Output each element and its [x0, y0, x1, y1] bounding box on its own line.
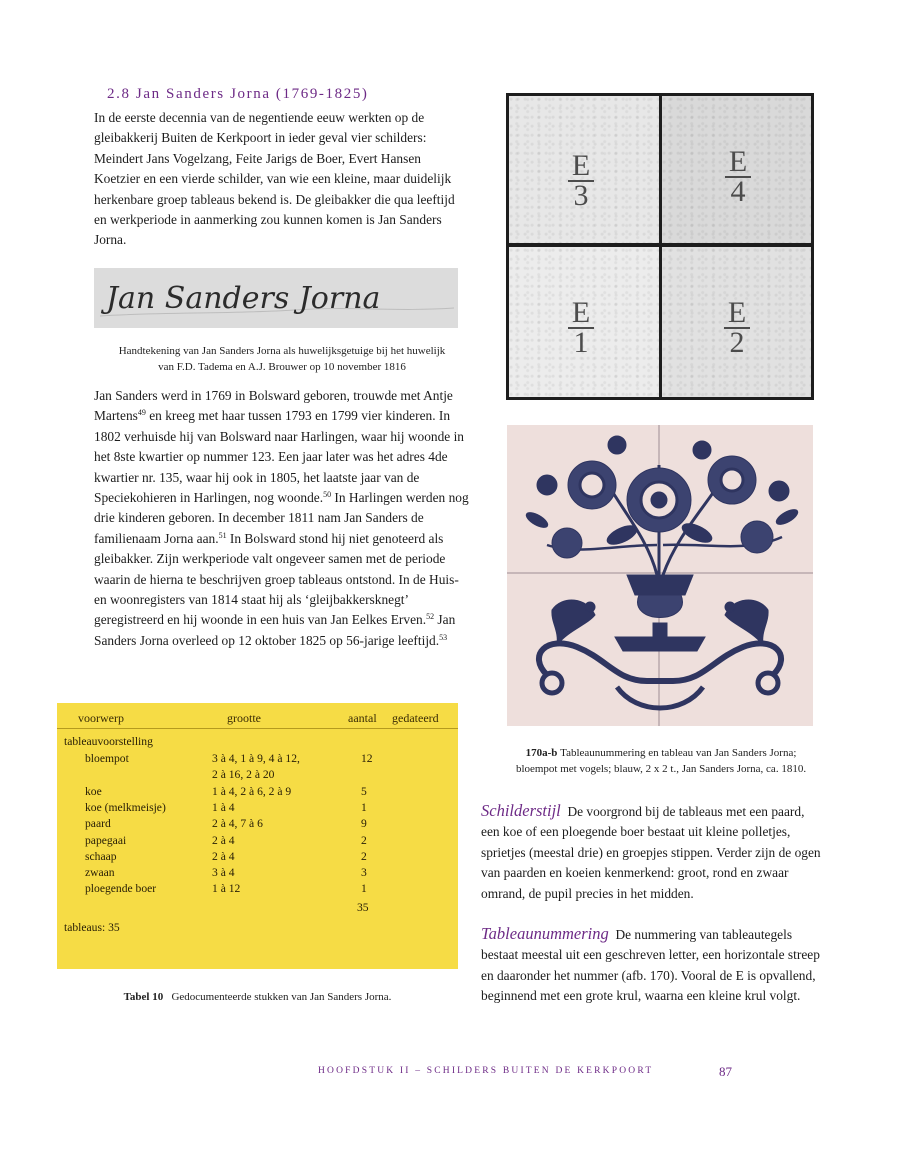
signature-caption-line-1: Handtekening van Jan Sanders Jorna als huwelijksgetuige bij het huwelijk — [118, 345, 446, 357]
numbering-text: De nummering van tableautegels bestaat meestal uit een geschreven letter, een horizontale streep en daaronder het nummer (afb. 170). Vooral de E is opvallend, beginnend met een grote krul, waarna een kleine krul volgt. — [481, 927, 820, 1004]
cell-size: 2 à 4 — [212, 849, 235, 863]
cell-size: 1 à 4, 2 à 6, 2 à 9 — [212, 784, 292, 798]
cell-size: 2 à 4 — [212, 833, 235, 847]
footnote-ref-50: 50 — [323, 490, 332, 500]
table-group-label: tableauvoorstelling — [64, 735, 153, 748]
cell-count: 2 — [361, 833, 367, 847]
cell-size: 3 à 4, 1 à 9, 4 à 12, — [212, 752, 300, 765]
table-caption-text: Gedocumenteerde stukken van Jan Sanders Jorna. — [171, 991, 392, 1003]
cell-size: 2 à 16, 2 à 20 — [212, 768, 275, 782]
tile-mark: E 4 — [718, 148, 758, 206]
tile-top-right — [662, 96, 811, 243]
cell-object: zwaan — [85, 866, 115, 880]
signature-text: Jan Sanders Jorna — [106, 281, 381, 316]
footnote-ref-51: 51 — [218, 530, 227, 540]
column-header-object: voorwerp — [78, 711, 124, 725]
footnote-ref-52: 52 — [426, 612, 435, 622]
cell-count: 3 — [361, 866, 367, 880]
right-column-text — [481, 801, 826, 1007]
signature-caption-line-2: van F.D. Tadema en A.J. Brouwer op 10 november 1816 — [158, 361, 406, 373]
tile-bottom-left — [509, 247, 659, 397]
footnote-ref-49: 49 — [137, 408, 146, 418]
tableau-caption — [496, 745, 826, 777]
page-number: 87 — [719, 1064, 732, 1079]
cell-object: papegaai — [85, 833, 127, 847]
column-header-dated: gedateerd — [392, 711, 439, 725]
cell-size: 1 à 12 — [212, 882, 241, 896]
running-footer: HOOFDSTUK II – SCHILDERS BUITEN DE KERKPOORT — [318, 1066, 654, 1076]
table-total-count: 35 — [357, 901, 369, 914]
column-header-size: grootte — [227, 711, 261, 725]
tile-mark: E 2 — [717, 299, 757, 357]
cell-count: 1 — [361, 882, 367, 896]
cell-size: 1 à 4 — [212, 800, 235, 814]
biography-text-1: Jan Sanders werd in 1769 in Bolsward geboren, trouwde met Antje Martens — [94, 388, 453, 424]
cell-count: 12 — [361, 752, 373, 765]
table-caption-label: Tabel 10 — [123, 991, 164, 1003]
cell-object: bloempot — [85, 752, 129, 765]
cell-count: 5 — [361, 784, 367, 798]
intro-paragraph — [94, 108, 466, 251]
style-paragraph — [481, 801, 826, 904]
tableau-painting — [507, 425, 813, 726]
cell-object: schaap — [85, 849, 117, 863]
table-caption — [57, 991, 458, 1003]
tableau-caption-line-2: bloempot met vogels; blauw, 2 x 2 t., Jan Sanders Jorna, ca. 1810. — [515, 763, 807, 775]
style-text: De voorgrond bij de tableaus met een paard, een koe of een ploegende boer bestaat uit kleine polletjes, sprietjes (meestal drie) en groepjes stippen. Verder zijn de ogen van paarden en koeien kenmerkend: groot, rond en zwaar omrand, de pupil precies in het midden. — [481, 804, 821, 901]
table-header-divider — [57, 728, 458, 729]
tableau-caption-line-1: Tableaunummering en tableau van Jan Sanders Jorna; — [560, 747, 797, 759]
cell-object: paard — [85, 817, 111, 831]
biography-text-5: Jan Sanders Jorna overleed op 12 oktober 1825 op 56-jarige leeftijd. — [94, 612, 456, 648]
tile-numbering-image — [506, 93, 814, 400]
section-heading: 2.8 Jan Sanders Jorna (1769-1825) — [107, 86, 369, 102]
tile-mark: E 3 — [561, 152, 601, 210]
cell-object: koe (melkmeisje) — [85, 800, 166, 814]
biography-text-4: In Bolsward stond hij niet genoteerd als gleibakker. Zijn werkperiode valt ongeveer samen met de periode waarin de hierna te beschrijven groep tableaus ontstond. In de Huis- en woonregisters van 1814 staat hij als ‘gleijbakkersknegt’ geregistreerd en hij woonde in een huis van Jan Eelkes Erven. — [94, 530, 459, 628]
documented-pieces-table — [57, 703, 458, 969]
cell-count: 1 — [361, 800, 367, 814]
cell-size: 3 à 4 — [212, 866, 235, 880]
biography-text-2: en kreeg met haar tussen 1793 en 1799 vier kinderen. In 1802 verhuisde hij van Bolsward naar Harlingen, waar hij woonde in het 8ste kwartier op nummer 123. Een jaar later was het adres 4de kwartier nr. 135, waar hij ook in 1805, het laatste jaar van de Speciekohieren in Harlingen, nog woonde. — [94, 408, 465, 506]
footnote-ref-53: 53 — [439, 632, 448, 642]
biography-text-3: In Harlingen werden nog drie kinderen geboren. In december 1811 nam Jan Sanders de familienaam Jorna aan. — [94, 490, 469, 546]
tile-bottom-right — [662, 247, 811, 397]
biography-paragraph — [94, 386, 470, 651]
column-header-count: aantal — [348, 711, 377, 725]
signature-image — [94, 268, 458, 328]
cell-count: 2 — [361, 849, 367, 863]
numbering-subheading: Tableaunummering — [481, 924, 609, 944]
tableau-caption-label: 170a-b — [525, 747, 558, 759]
cell-object: koe — [85, 784, 102, 798]
numbering-paragraph — [481, 924, 826, 1007]
cell-object: ploegende boer — [85, 882, 157, 896]
tile-top-left — [509, 96, 659, 243]
cell-count: 9 — [361, 817, 367, 831]
signature-caption — [94, 343, 470, 375]
intro-text: In de eerste decennia van de negentiende eeuw werkten op de gleibakkerij Buiten de Kerkpoort in ieder geval vier schilders: Meindert Jans Vogelzang, Feite Jarigs de Boer, Evert Hansen Koetzier en een vierde schilder, van wie een kleine, maar duidelijk herkenbare groep tableaus bekend is. De gleibakker die qua leeftijd en werkperiode in aanmerking zou kunnen komen is Jan Sanders Jorna. — [94, 110, 455, 248]
style-subheading: Schilderstijl — [481, 801, 561, 820]
tile-mark: E 1 — [561, 299, 601, 357]
cell-size: 2 à 4, 7 à 6 — [212, 817, 263, 831]
table-footer: tableaus: 35 — [64, 921, 120, 934]
tableau-image — [507, 425, 813, 726]
